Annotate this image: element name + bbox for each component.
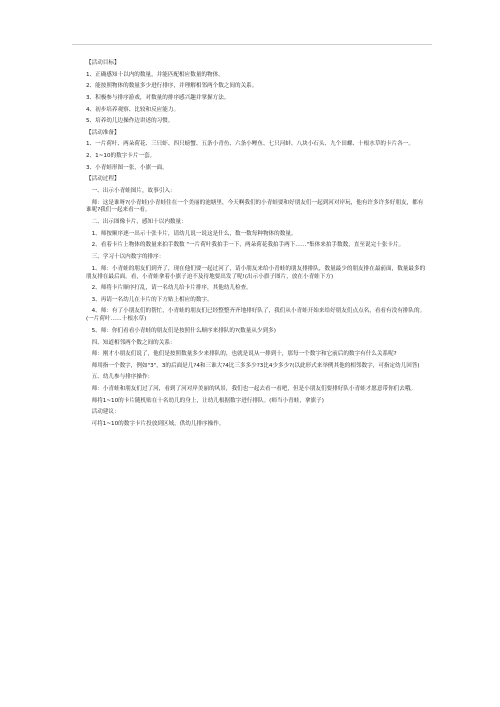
process-step-3-item-1: 1、师：小青蛙的朋友们到齐了，现在他们要一起过河了，请小朋友来给小青蛙的朋友排排队，数量最少的朋友排在最前面，数量最多的朋友排在最后面。看，小青蛙拿着小旗子迫不及待地要出发了呢!(出示小旗子图片，放在小青蛙下方)	[86, 265, 426, 280]
document-body	[86, 60, 426, 433]
process-step-3-item-5: 5、师：你们看看小青蛙的朋友们是按照什么顺序来排队的?(数量从少到多)	[91, 327, 276, 334]
process-step-3-item-4: 4、师：有了小朋友们的帮忙，小青蛙的朋友们已经整整齐齐地排好队了，我们从小青蛙开始来给好朋友们点点名，看看有没有排队的。(一片荷叶……十根水草)	[86, 308, 426, 323]
section-heading-goals: 【活动目标】	[86, 60, 120, 66]
process-step-3-item-3: 3、再请一名幼儿在卡片的下方贴上相应的数字。	[91, 296, 213, 303]
activity-suggestion-heading: 活动建议：	[91, 409, 120, 416]
process-step-2-item-2: 2、看着卡片上物体的数量来拍手数数 "一片荷叶我拍手一下，两朵荷花我拍手两下……"集体来拍手数数，直至说完十张卡片。	[91, 242, 405, 249]
process-step-3-heading: 三、学习十以内数字的排序：	[91, 253, 165, 260]
process-step-5-heading: 五、幼儿参与排序操作：	[91, 374, 154, 381]
goal-item-5: 5、培养幼儿边操作边讲述的习惯。	[86, 118, 174, 125]
activity-suggestion-text: 可将1~10的数字卡片投放到区域，供幼儿排序操作。	[91, 420, 225, 427]
goal-item-3: 3、积极参与排序游戏，对数量的排序感兴趣并掌握方法。	[86, 94, 230, 101]
process-step-5-text-1: 师：小青蛙和朋友们过了河，看到了河对岸美丽的风景，我们也一起去看一看吧，但是小朋友们要排好队小青蛙才愿意带你们去哦。	[91, 386, 417, 393]
prep-item-3: 3、小青蛙形图一张，小旗一面。	[86, 164, 168, 171]
process-step-5-text-2: 师将1~10的卡片随机贴在十名幼儿的身上，让幼儿根据数字进行排队。(师当小青蛙，拿旗子)	[91, 397, 324, 404]
section-heading-process: 【活动过程】	[86, 176, 120, 183]
goal-item-2: 2、能按照物体的数量多少进行排序，并理解相邻两个数之间的关系。	[86, 83, 258, 90]
prep-item-1: 1、一片荷叶、两朵荷花、三只虾、四只螃蟹、五条小青鱼、六条小鲤鱼、七只河蚌、八块小石头、九个田螺、十根水草的卡片各一。	[86, 141, 414, 148]
process-step-2-item-1: 1、师按顺序逐一出示十张卡片，请幼儿说一说这是什么，数一数每种物体的数量。	[91, 230, 297, 237]
goal-item-1: 1、正确感知十以内的数量，并能匹配相应数量的物体。	[86, 71, 224, 78]
process-step-4-text-1: 师：刚才小朋友们说了，他们是按照数量多少来排队的，也就是说从一排到十，那每一个数字和它前后的数字有什么关系呢?	[91, 351, 397, 358]
process-step-3-item-2: 2、师将卡片顺序打乱，请一名幼儿给卡片排序，其他幼儿检查。	[91, 285, 252, 292]
page-top-rule	[72, 44, 432, 45]
section-heading-preparation: 【活动准备】	[86, 129, 120, 136]
process-step-1-text: 师：这是谁呀?(小青蛙)小青蛙住在一个美丽的池塘里，今天啊我们的小青蛙要和好朋友们一起到河对岸玩，他有许多许多好朋友，都有谁呢?我们一起来看一看。	[86, 199, 424, 214]
process-step-2-heading: 二、出示图像卡片，感知十以内数量：	[91, 219, 187, 226]
process-step-1-heading: 一、出示小青蛙图片，故事引入：	[91, 187, 176, 194]
prep-item-2: 2、1~10的数字卡片一套。	[86, 153, 156, 159]
process-step-4-heading: 四、知道相邻两个数之间的关系：	[91, 339, 176, 346]
goal-item-4: 4、初步培养观察、比较和反应能力。	[86, 106, 180, 113]
process-step-4-text-2: 师用指一个数字，例如"3"，3的后面是几?4和三谁大?4比三多多少?3比4少多少?(以此形式来举例其他的相邻数字，可指定幼儿回答)	[91, 362, 420, 369]
